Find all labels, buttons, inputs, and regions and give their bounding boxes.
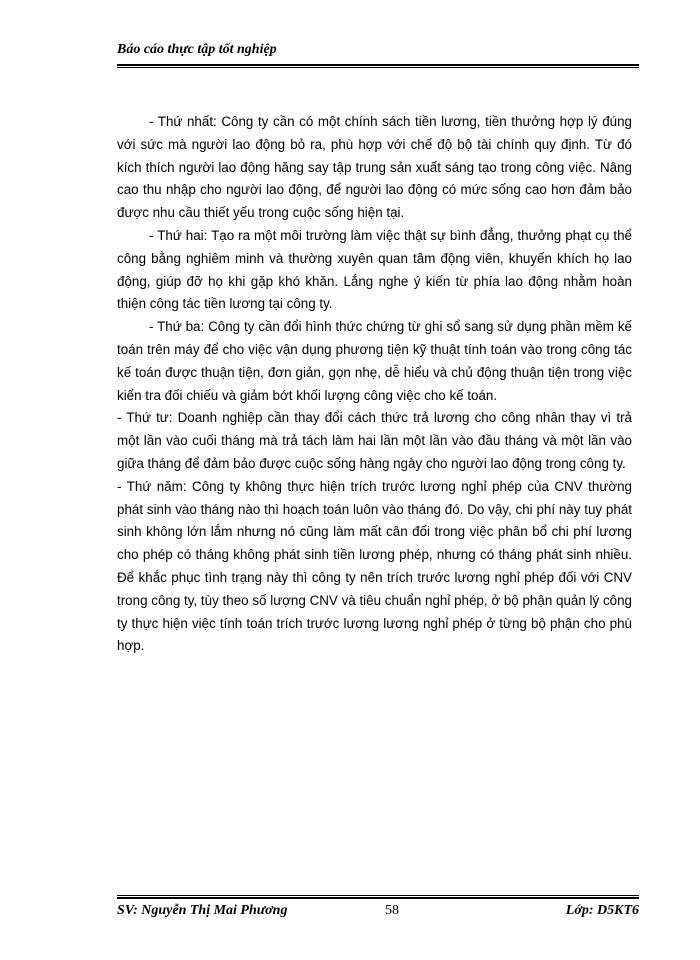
footer-class: Lớp: D5KT6 [565, 903, 639, 918]
footer-divider-thick [117, 897, 639, 899]
paragraph-fifth: - Thứ năm: Công ty không thực hiện trích trước lương nghỉ phép của CNV thường phát sinh vào tháng nào thì hoạch toán luôn vào tháng đó. Do vậy, chi phí này tuy phát sinh không lớn lắm nhưng nó cũng làm mất cân đối trong việc phân bổ chi phí lương cho phép có tháng không phát sinh tiền lương phép, nhưng có tháng phát sinh nhiều. Để khắc phục tình trạng này thì công ty nên trích trước lương nghỉ phép đối với CNV trong công ty, tùy theo số lượng CNV và tiêu chuẩn nghỉ phép, ở bộ phận quản lý công ty thực hiện việc tính toán trích trước lương lương nghỉ phép ở từng bộ phận cho phù hợp. [117, 478, 632, 654]
paragraph-fourth: - Thứ tư: Doanh nghiệp cần thay đổi cách thức trả lương cho công nhân thay vì trả một lần vào cuối tháng mà trả tách làm hai lần một lần vào đầu tháng và một lần vào giữa tháng để đảm bảo được cuộc sống hàng ngày cho người lao động trong công ty. [117, 410, 632, 471]
footer-student-name: SV: Nguyễn Thị Mai Phương [117, 903, 288, 918]
paragraph-second: - Thứ hai: Tạo ra một môi trường làm việc thật sự bình đẳng, thưởng phạt cụ thể công bằng nghiêm minh và thường xuyên quan tâm động viên, khuyến khích họ lao động, giúp đỡ họ khi gặp khó khăn. Lắng nghe ý kiến từ phía lao động nhằm hoàn thiện công tác tiền lương tại công ty. [117, 227, 632, 312]
footer-page-number: 58 [385, 903, 399, 918]
page-header [117, 40, 639, 66]
header-divider [117, 67, 639, 68]
header-title: Báo cáo thực tập tốt nghiệp [117, 42, 277, 57]
paragraph-first: - Thứ nhất: Công ty cần có một chính sách tiền lương, tiền thưởng hợp lý đúng với sức mà người lao động bỏ ra, phù hợp với chế độ bộ tài chính quy định. Từ đó kích thích người lao động hăng say tập trung sản xuất sáng tạo trong công việc. Nâng cao thu nhập cho người lao động, để người lao động có mức sống cao hơn đảm bảo được nhu cầu thiết yếu trong cuộc sống hiện tại. [117, 114, 632, 221]
paragraph-third: - Thứ ba: Công ty cần đổi hình thức chứng từ ghi sổ sang sử dụng phần mềm kế toán trên máy để cho việc vận dụng phương tiện kỹ thuật tính toán vào trong công tác kế toán được thuận tiện, đơn giản, gọn nhẹ, dễ hiểu và chủ động thuận tiện trong việc kiển tra đối chiếu và giảm bớt khối lượng công việc cho kế toán. [117, 319, 632, 403]
document-body [117, 111, 632, 658]
page-footer [117, 903, 639, 923]
footer-divider-thin [117, 895, 639, 896]
